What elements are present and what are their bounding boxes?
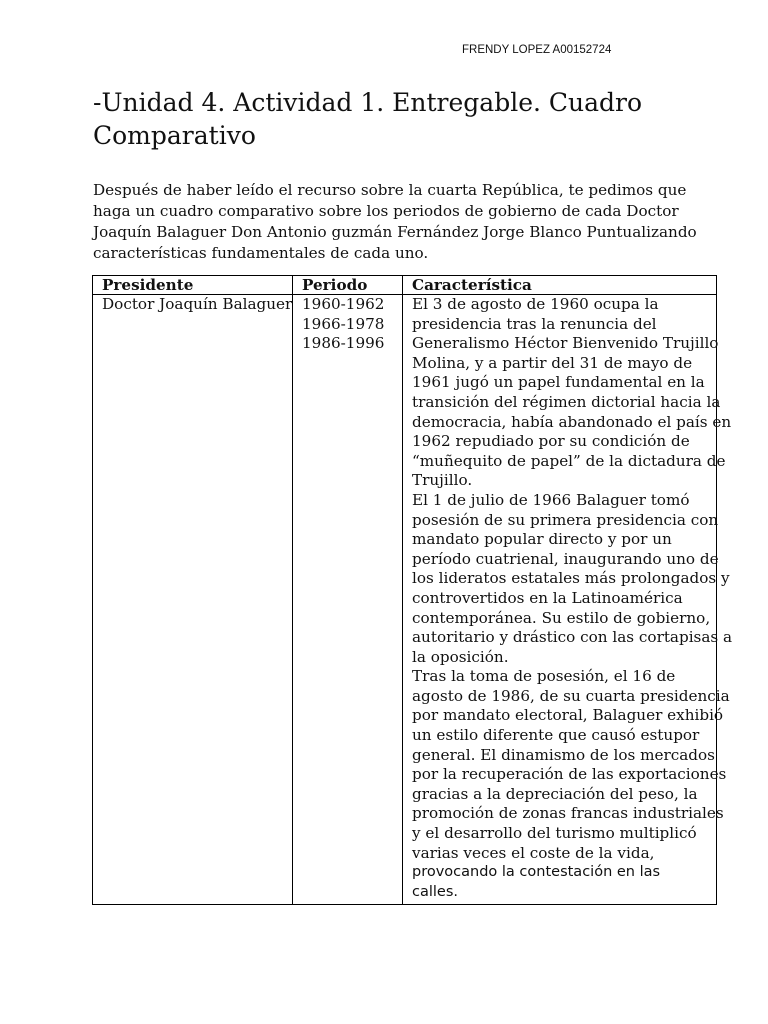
characteristic-line: mandato popular directo y por un — [412, 530, 672, 549]
characteristic-line: democracia, había abandonado el país en — [412, 412, 732, 431]
characteristic-line: posesión de su primera presidencia con — [412, 510, 719, 529]
comparison-table — [92, 275, 733, 905]
characteristic-line: “muñequito de papel” de la dictadura de — [412, 451, 726, 470]
characteristic-line: autoritario y drástico con las cortapisas a — [412, 628, 733, 647]
table-row — [93, 295, 717, 905]
characteristic-line: la oposición. — [412, 647, 509, 666]
characteristic-line: un estilo diferente que causó estupor — [412, 726, 700, 745]
intro-paragraph — [93, 180, 697, 264]
characteristic-line: Trujillo. — [412, 471, 473, 490]
characteristic-line: agosto de 1986, de su cuarta presidencia — [412, 686, 730, 705]
period-item: 1966-1978 — [302, 314, 385, 333]
intro-line: características fundamentales de cada uno. — [93, 244, 429, 262]
characteristic-line: transición del régimen dictorial hacia la — [412, 392, 721, 411]
characteristic-line: gracias a la depreciación del peso, la — [412, 784, 698, 803]
header-characteristic: Característica — [403, 276, 717, 295]
characteristic-line: presidencia tras la renuncia del — [412, 314, 657, 333]
characteristic-line: 1961 jugó un papel fundamental en la — [412, 373, 705, 392]
title-line-1: -Unidad 4. Actividad 1. Entregable. Cuadro — [93, 88, 643, 117]
intro-line: haga un cuadro comparativo sobre los periodos de gobierno de cada Doctor — [93, 202, 679, 220]
header-president: Presidente — [93, 276, 293, 295]
president-name: Doctor Joaquín Balaguer — [102, 295, 293, 313]
characteristic-line: los lideratos estatales más prolongados y — [412, 569, 730, 588]
characteristic-line: contemporánea. Su estilo de gobierno, — [412, 608, 711, 627]
characteristic-line: y el desarrollo del turismo multiplicó — [412, 824, 697, 843]
characteristic-line: El 1 de julio de 1966 Balaguer tomó — [412, 490, 690, 509]
characteristic-line: El 3 de agosto de 1960 ocupa la — [412, 295, 659, 313]
characteristic-line: general. El dinamismo de los mercados — [412, 745, 715, 764]
period-item: 1960-1962 — [302, 295, 385, 313]
characteristic-line: controvertidos en la Latinoamérica — [412, 588, 683, 607]
title-line-2: Comparativo — [93, 121, 256, 150]
intro-line: Después de haber leído el recurso sobre la cuarta República, te pedimos que — [93, 181, 687, 199]
president-cell — [93, 295, 293, 905]
characteristic-line: período cuatrienal, inaugurando uno de — [412, 549, 719, 568]
characteristic-line: provocando la contestación en las — [412, 864, 661, 881]
characteristic-line: por la recuperación de las exportaciones — [412, 765, 727, 784]
author-header: FRENDY LOPEZ A00152724 — [462, 44, 612, 56]
characteristic-line: por mandato electoral, Balaguer exhibió — [412, 706, 724, 725]
characteristic-line: Tras la toma de posesión, el 16 de — [412, 667, 676, 686]
table-header-row — [93, 276, 717, 295]
header-period: Periodo — [293, 276, 403, 295]
characteristic-line: Generalismo Héctor Bienvenido Trujillo — [412, 334, 719, 353]
characteristic-line: promoción de zonas francas industriales — [412, 804, 724, 823]
characteristic-line: calles. — [412, 883, 458, 900]
intro-line: Joaquín Balaguer Don Antonio guzmán Fernández Jorge Blanco Puntualizando — [93, 223, 697, 241]
period-cell — [293, 295, 403, 905]
characteristic-cell — [403, 295, 733, 905]
characteristic-line: 1962 repudiado por su condición de — [412, 432, 690, 451]
characteristic-line: Molina, y a partir del 31 de mayo de — [412, 353, 693, 372]
period-item: 1986-1996 — [302, 334, 385, 353]
characteristic-line: varias veces el coste de la vida, — [412, 843, 655, 862]
page-title — [93, 86, 713, 152]
